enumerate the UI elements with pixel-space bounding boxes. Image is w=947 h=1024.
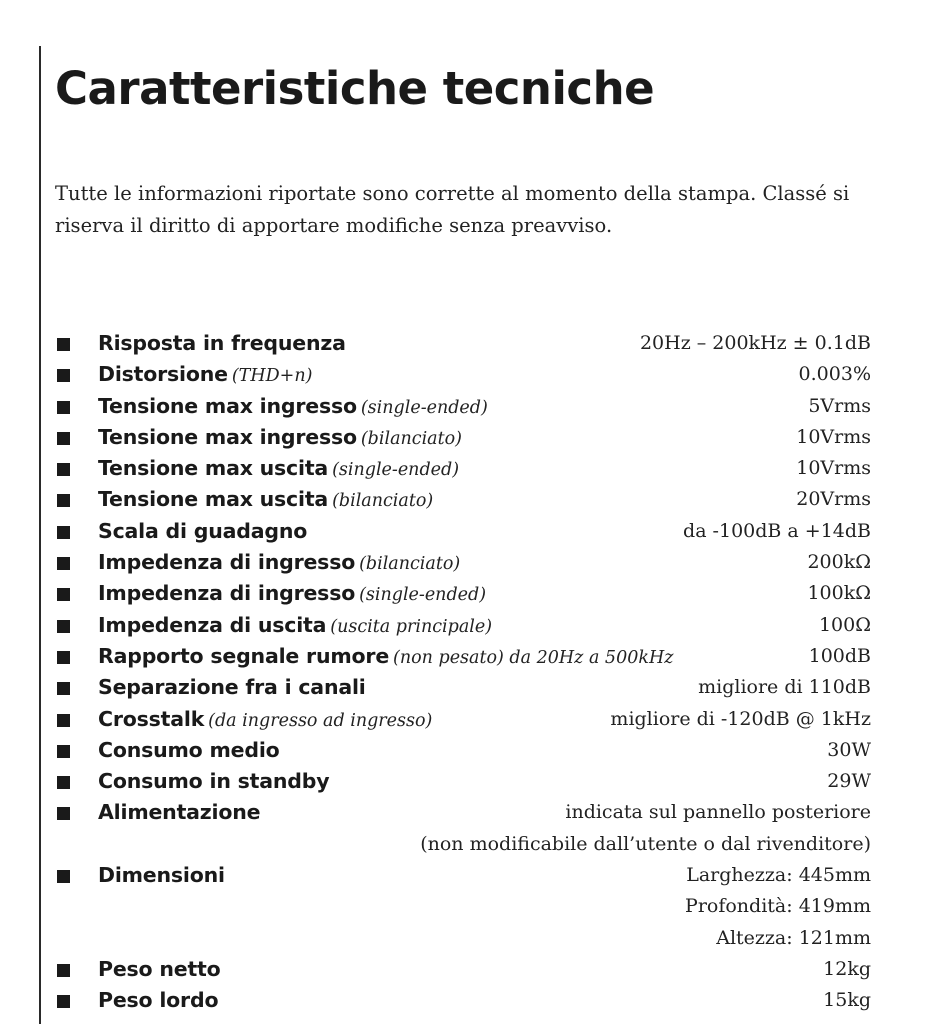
- bullet-cell: [55, 484, 98, 515]
- spec-value: Larghezza: 445mm: [686, 864, 871, 887]
- bullet-cell: [55, 328, 98, 359]
- spec-row: [55, 985, 871, 1016]
- spec-note: (bilanciato): [359, 554, 461, 575]
- bullet-cell: [55, 860, 98, 891]
- spec-label: [98, 860, 225, 893]
- spec-row-continuation: [55, 829, 871, 860]
- bullet-cell: [55, 704, 98, 735]
- bullet-cell: [55, 547, 98, 578]
- spec-name: Rapporto segnale rumore: [98, 643, 390, 668]
- bullet-cell: [55, 829, 98, 860]
- intro-paragraph: Tutte le informazioni riportate sono corrette al momento della stampa. Classé si riserva il diritto di apportare modifiche senza preavviso.: [55, 182, 850, 237]
- spec-label: [98, 484, 433, 517]
- bullet-square-icon: [57, 494, 70, 507]
- spec-name: Tensione max ingresso: [98, 424, 357, 449]
- spec-row: [55, 328, 871, 359]
- spec-note: (bilanciato): [360, 428, 463, 449]
- spec-page: [55, 56, 871, 1013]
- bullet-square-icon: [57, 369, 70, 382]
- bullet-square-icon: [57, 964, 70, 977]
- spec-value: 200kΩ: [807, 551, 871, 574]
- spec-value: da -100dB a +14dB: [683, 519, 871, 542]
- spec-value: 20Vrms: [796, 488, 871, 511]
- bullet-cell: [55, 578, 98, 609]
- spec-row: [55, 453, 871, 484]
- spec-value: 10Vrms: [796, 457, 871, 480]
- spec-note: (single-ended): [360, 397, 488, 418]
- bullet-cell: [55, 359, 98, 390]
- bullet-cell: [55, 923, 98, 954]
- bullet-square-icon: [57, 463, 70, 476]
- spec-row: [55, 516, 871, 547]
- bullet-cell: [55, 985, 98, 1016]
- spec-row: [55, 860, 871, 891]
- spec-row: [55, 672, 871, 703]
- spec-row-continuation: [55, 923, 871, 954]
- bullet-cell: [55, 391, 98, 422]
- spec-note: (single-ended): [359, 585, 487, 606]
- spec-value: migliore di -120dB @ 1kHz: [610, 707, 871, 730]
- spec-value: (non modificabile dall’utente o dal rivenditore): [420, 832, 871, 855]
- spec-row: [55, 484, 871, 515]
- spec-note: (bilanciato): [332, 491, 434, 512]
- spec-value: 100Ω: [818, 613, 871, 636]
- margin-rule: [39, 46, 41, 1024]
- spec-row: [55, 547, 871, 578]
- spec-name: Separazione fra i canali: [98, 675, 366, 700]
- bullet-square-icon: [57, 401, 70, 414]
- spec-label: [98, 610, 492, 643]
- spec-name: Impedenza di ingresso: [98, 581, 356, 606]
- spec-name: Peso lordo: [98, 988, 219, 1013]
- spec-label: [98, 516, 307, 549]
- spec-row: [55, 704, 871, 735]
- spec-row: [55, 766, 871, 797]
- spec-row: [55, 954, 871, 985]
- spec-name: Tensione max uscita: [98, 456, 329, 481]
- spec-label: [98, 672, 366, 705]
- spec-value: 5Vrms: [808, 394, 871, 417]
- bullet-cell: [55, 453, 98, 484]
- bullet-square-icon: [57, 807, 70, 820]
- bullet-cell: [55, 516, 98, 547]
- spec-value: migliore di 110dB: [698, 676, 871, 699]
- spec-row: [55, 641, 871, 672]
- spec-value: indicata sul pannello posteriore: [565, 801, 871, 824]
- spec-row-continuation: [55, 891, 871, 922]
- spec-label: [98, 766, 329, 799]
- spec-note: (uscita principale): [330, 616, 493, 637]
- spec-label: [98, 704, 432, 737]
- spec-note: (THD+n): [231, 366, 313, 387]
- spec-row: [55, 578, 871, 609]
- bullet-square-icon: [57, 526, 70, 539]
- spec-list: [55, 328, 871, 1017]
- spec-value: 29W: [827, 770, 871, 793]
- bullet-square-icon: [57, 870, 70, 883]
- spec-label: [98, 359, 312, 392]
- spec-label: [98, 391, 488, 424]
- spec-name: Alimentazione: [98, 800, 261, 825]
- bullet-cell: [55, 735, 98, 766]
- spec-label: [98, 578, 486, 611]
- bullet-cell: [55, 891, 98, 922]
- bullet-cell: [55, 610, 98, 641]
- spec-name: Crosstalk: [98, 706, 205, 731]
- bullet-square-icon: [57, 338, 70, 351]
- spec-value: 100kΩ: [807, 582, 871, 605]
- spec-label: [98, 328, 346, 361]
- spec-label: [98, 797, 260, 830]
- spec-value: 30W: [827, 738, 871, 761]
- spec-name: Scala di guadagno: [98, 518, 308, 543]
- bullet-square-icon: [57, 432, 70, 445]
- bullet-square-icon: [57, 557, 70, 570]
- spec-note: (non pesato) da 20Hz a 500kHz: [393, 647, 674, 668]
- spec-value: 12kg: [823, 957, 871, 980]
- spec-name: Dimensioni: [98, 863, 225, 888]
- page-title: Caratteristiche tecniche: [55, 62, 655, 115]
- bullet-square-icon: [57, 714, 70, 727]
- bullet-cell: [55, 422, 98, 453]
- bullet-cell: [55, 672, 98, 703]
- bullet-square-icon: [57, 995, 70, 1008]
- bullet-square-icon: [57, 745, 70, 758]
- spec-label: [98, 985, 218, 1018]
- spec-row: [55, 797, 871, 828]
- bullet-cell: [55, 766, 98, 797]
- spec-name: Consumo medio: [98, 737, 280, 762]
- spec-label: [98, 735, 280, 768]
- spec-name: Tensione max uscita: [98, 487, 329, 512]
- spec-label: [98, 453, 459, 486]
- bullet-square-icon: [57, 588, 70, 601]
- spec-value: Profondità: 419mm: [685, 895, 871, 918]
- spec-name: Consumo in standby: [98, 769, 330, 794]
- spec-value: 10Vrms: [796, 425, 871, 448]
- spec-value: 15kg: [823, 989, 871, 1012]
- spec-label: [98, 547, 460, 580]
- spec-row: [55, 422, 871, 453]
- spec-name: Risposta in frequenza: [98, 331, 346, 355]
- spec-note: (da ingresso ad ingresso): [208, 710, 433, 731]
- spec-note: (single-ended): [332, 460, 460, 481]
- spec-row: [55, 359, 871, 390]
- spec-name: Impedenza di uscita: [98, 612, 327, 637]
- bullet-cell: [55, 641, 98, 672]
- spec-value: 0.003%: [798, 363, 871, 386]
- bullet-square-icon: [57, 651, 70, 664]
- spec-value: 100dB: [808, 644, 871, 667]
- spec-label: [98, 422, 462, 455]
- bullet-square-icon: [57, 620, 70, 633]
- spec-label: [98, 641, 673, 674]
- bullet-square-icon: [57, 682, 70, 695]
- spec-name: Distorsione: [98, 362, 228, 387]
- bullet-cell: [55, 797, 98, 828]
- spec-name: Peso netto: [98, 956, 221, 981]
- spec-row: [55, 391, 871, 422]
- spec-row: [55, 735, 871, 766]
- spec-value: 20Hz – 200kHz ± 0.1dB: [639, 332, 871, 354]
- spec-label: [98, 954, 221, 987]
- bullet-square-icon: [57, 776, 70, 789]
- spec-name: Tensione max ingresso: [98, 393, 357, 418]
- spec-value: Altezza: 121mm: [716, 926, 871, 949]
- bullet-cell: [55, 954, 98, 985]
- spec-row: [55, 610, 871, 641]
- spec-name: Impedenza di ingresso: [98, 550, 356, 575]
